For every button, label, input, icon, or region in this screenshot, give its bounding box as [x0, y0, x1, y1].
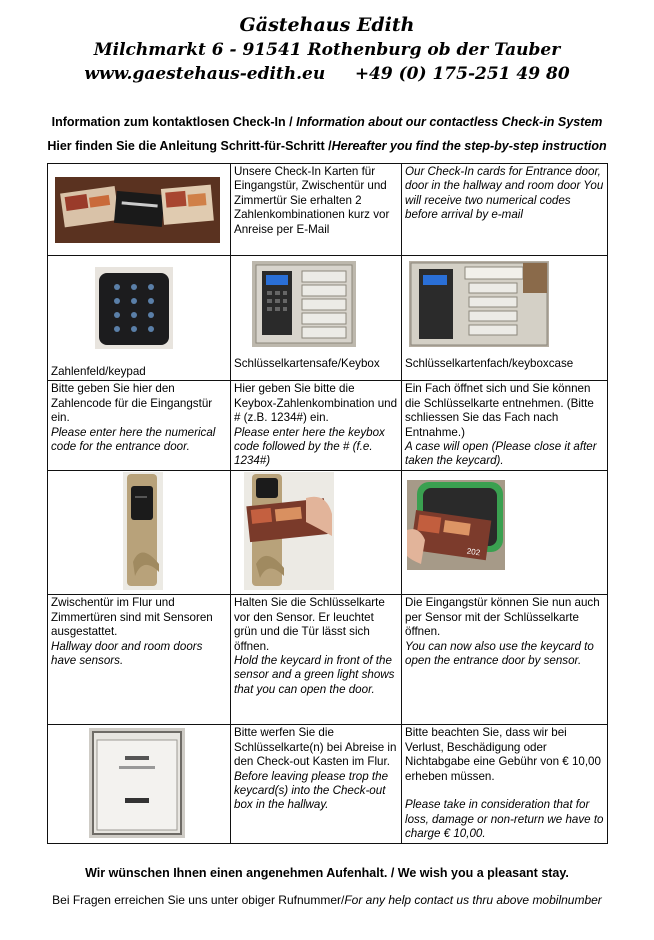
r1-en-text: Our Check-In cards for Entrance door, door in the hallway and room door You will receive two numerical codes before arrival by e-mail — [405, 165, 604, 222]
keyboxcase-label: Schlüsselkartenfach/keyboxcase — [405, 357, 574, 370]
table-row — [48, 471, 608, 595]
r6-c2-en: Before leaving please trop the keycard(s) into the Check-out box in the hallway. — [234, 769, 389, 812]
guesthouse-address: Milchmarkt 6 - 91541 Rothenburg ob der Tauber — [93, 40, 561, 60]
entrance-sensor-photo — [407, 480, 505, 570]
r5-c2 — [231, 595, 402, 725]
r5-c1 — [48, 595, 231, 725]
hold-card-photo — [244, 472, 334, 590]
r1-de-text: Unsere Check-In Karten für Eingangstür, Zwischentür und Zimmertür Sie erhalten 2 Zahlenkombinationen kurz vor Anreise per E-Mail — [234, 165, 390, 236]
r3-c2 — [231, 381, 402, 471]
keybox-cell — [231, 256, 402, 381]
r6-c2 — [231, 725, 402, 843]
r6-c3-en: Please take in consideration that for loss, damage or non-return we have to charge € 10,00. — [405, 798, 604, 841]
r3-c1-de: Bitte geben Sie hier den Zahlencode für die Eingangstür ein. — [51, 382, 213, 425]
r5-c2-de: Halten Sie die Schlüsselkarte vor den Sensor. Er leuchtet grün und die Tür lässt sich öffnen. — [234, 596, 385, 653]
keypad-photo — [95, 267, 173, 349]
hold-card-cell — [231, 471, 402, 595]
guesthouse-name: Gästehaus Edith — [239, 14, 415, 36]
table-row — [48, 256, 608, 381]
intro-line-2-en: Hereafter you find the step-by-step instruction — [331, 139, 607, 153]
r3-c1-en: Please enter here the numerical code for the entrance door. — [51, 425, 216, 454]
footer-contact — [0, 893, 654, 907]
r3-c3-en: A case will open (Please close it after taken the keycard). — [405, 440, 597, 468]
checkout-box-cell — [48, 725, 231, 843]
intro-line-1-de: Information zum kontaktlosen Check-In / — [51, 115, 297, 129]
r5-c3-en: You can now also use the keycard to open the entrance door by sensor. — [405, 639, 594, 668]
r5-c3-de: Die Eingangstür können Sie nun auch per Sensor mit der Schlüsselkarte öffnen. — [405, 596, 600, 639]
footer-greeting: Wir wünschen Ihnen einen angenehmen Aufenhalt. / We wish you a pleasant stay. — [85, 866, 569, 880]
photo-checkin-cards — [48, 164, 231, 256]
card-number-label: 202 — [466, 546, 481, 558]
r3-c2-en: Please enter here the keybox code followed by the # (f.e. 1234#) — [234, 425, 385, 468]
entrance-sensor-cell — [402, 471, 608, 595]
guesthouse-web-phone: www.gaestehaus-edith.eu +49 (0) 175-251 49 80 — [84, 64, 570, 84]
intro-line-2-de: Hier finden Sie die Anleitung Schritt-für-Schritt / — [47, 139, 332, 153]
r5-c1-en: Hallway door and room doors have sensors. — [51, 639, 203, 668]
intro-line-1-en: Information about our contactless Check-in System — [296, 115, 603, 129]
checkout-box-photo — [89, 728, 185, 838]
r6-c3 — [402, 725, 608, 843]
keybox-photo — [252, 261, 356, 347]
footer-contact-de: Bei Fragen erreichen Sie uns unter obiger Rufnummer/ — [52, 893, 345, 907]
r5-c2-en: Hold the keycard in front of the sensor and a green light shows that you can open the door. — [234, 654, 395, 696]
footer-contact-en: For any help contact us thru above mobilnumber — [344, 893, 602, 907]
r6-c3-de: Bitte beachten Sie, dass wir bei Verlust, Beschädigung oder Nichtabgabe eine Gebühr von € 10,00 erheben müssen. — [405, 726, 601, 783]
r1-de-cell — [231, 164, 402, 256]
table-row — [48, 164, 608, 256]
door-sensor-cell — [48, 471, 231, 595]
keybox-label: Schlüsselkartensafe/Keybox — [234, 357, 380, 370]
r3-c1 — [48, 381, 231, 471]
checkin-cards-photo — [55, 177, 220, 243]
r6-c2-de: Bitte werfen Sie die Schlüsselkarte(n) bei Abreise in den Check-out Kasten im Flur. — [234, 726, 397, 769]
keypad-cell — [48, 256, 231, 381]
table-row — [48, 595, 608, 725]
keypad-label: Zahlenfeld/keypad — [51, 365, 146, 378]
table-row — [48, 381, 608, 471]
r1-en-cell — [402, 164, 608, 256]
r3-c3 — [402, 381, 608, 471]
r3-c2-de: Hier geben Sie bitte die Keybox-Zahlenkombination und # (z.B. 1234#) ein. — [234, 382, 398, 425]
intro-line-1 — [0, 115, 654, 129]
r5-c1-de: Zwischentür im Flur und Zimmertüren sind mit Sensoren ausgestattet. — [51, 596, 213, 639]
r5-c3 — [402, 595, 608, 725]
r3-c3-de: Ein Fach öffnet sich und Sie können die Schlüsselkarte entnehmen. (Bitte schliessen Sie das Fach nach Entnahme.) — [405, 382, 594, 439]
table-row — [48, 725, 608, 843]
intro-line-2 — [0, 139, 654, 153]
instruction-table — [47, 163, 608, 844]
door-sensor-photo — [123, 472, 163, 590]
keyboxcase-cell — [402, 256, 608, 381]
keyboxcase-photo — [409, 261, 549, 347]
